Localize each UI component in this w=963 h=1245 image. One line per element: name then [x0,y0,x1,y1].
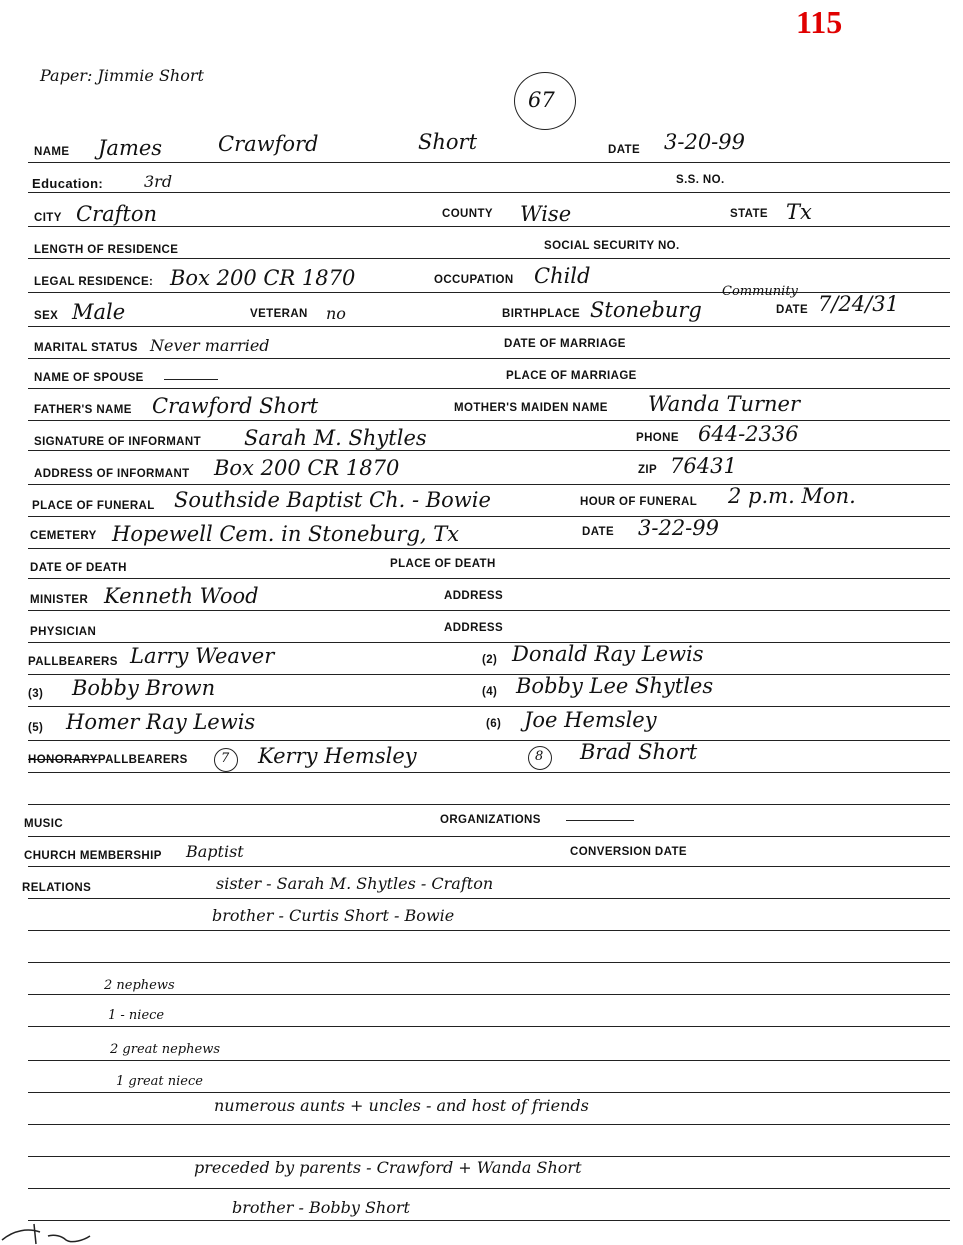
spouse-dash [164,379,218,380]
honorary-prefix: HONORARY [28,754,98,766]
relation-line-9: brother - Bobby Short [232,1198,410,1217]
relation-line-7: numerous aunts + uncles - and host of friends [214,1096,589,1115]
funeral-hour-label: HOUR OF FUNERAL [580,496,698,508]
father-value: Crawford Short [152,394,319,418]
rule-relations-5 [28,1026,950,1027]
marital-status-label: MARITAL STATUS [34,342,138,354]
rule-name [28,162,950,163]
rule-relations-2 [28,930,950,931]
pallbearer-3-number: (3) [28,688,44,700]
relation-line-5: 2 great nephews [110,1042,220,1057]
funeral-place-label: PLACE OF FUNERAL [32,500,155,512]
rule-minister [28,610,950,611]
rule-relations-1 [28,898,950,899]
education-value: 3rd [144,172,173,191]
rule-physician [28,642,950,643]
pallbearer-6: Joe Hemsley [524,708,657,732]
date-of-death-label: DATE OF DEATH [30,562,127,574]
pallbearer-5: Homer Ray Lewis [66,710,256,734]
honorary-7-number: 7 [221,751,230,766]
rule-education [28,192,950,193]
birth-date-value: 7/24/31 [818,292,899,316]
rule-relations-4 [28,994,950,995]
pallbearers-label: PALLBEARERS [28,656,118,668]
birthplace-label: BIRTHPLACE [502,308,581,320]
date-label: DATE [608,144,641,156]
rule-pallbearers-2 [28,706,950,707]
city-value: Crafton [76,202,158,226]
signature-value: Sarah M. Shytles [244,426,427,450]
name-middle: Crawford [218,132,319,156]
zip-value: 76431 [670,454,737,478]
rule-signature [28,450,950,451]
cemetery-value: Hopewell Cem. in Stoneburg, Tx [112,522,460,546]
conversion-date-label: CONVERSION DATE [570,846,687,858]
rule-relations-8 [28,1124,950,1125]
length-of-residence-label: LENGTH OF RESIDENCE [34,244,179,256]
honorary-pallbearer-7: Kerry Hemsley [258,744,417,768]
rule-city [28,226,950,227]
address-informant-value: Box 200 CR 1870 [214,456,400,480]
rule-blank-1 [28,804,950,805]
county-label: COUNTY [442,208,493,220]
place-of-marriage-label: PLACE OF MARRIAGE [506,370,637,382]
veteran-label: VETERAN [250,308,308,320]
church-membership-value: Baptist [186,842,244,861]
name-last: Short [418,130,478,154]
state-value: Tx [786,200,812,224]
honorary-8-number: 8 [535,749,544,764]
rule-marital [28,358,950,359]
rule-relations-6 [28,1060,950,1061]
sex-label: SEX [34,310,59,322]
place-of-death-label: PLACE OF DEATH [390,558,496,570]
page-number: 115 [796,4,843,40]
rule-music [28,836,950,837]
pallbearer-6-number: (6) [486,718,502,730]
spouse-label: NAME OF SPOUSE [34,372,144,384]
rule-cemetery [28,548,950,549]
corner-scribble [0,1210,110,1245]
cemetery-date-value: 3-22-99 [638,516,719,540]
phone-label: PHONE [636,432,679,444]
record-number: 67 [528,88,555,112]
signature-label: SIGNATURE OF INFORMANT [34,436,202,448]
address-informant-label: ADDRESS OF INFORMANT [34,468,190,480]
father-label: FATHER'S NAME [34,404,132,416]
occupation-label: OCCUPATION [434,274,514,286]
city-label: CITY [34,212,62,224]
legal-residence-value: Box 200 CR 1870 [170,266,356,290]
pallbearer-2: Donald Ray Lewis [512,642,704,666]
rule-father [28,420,950,421]
education-label: Education: [32,176,104,191]
honorary-pallbearer-8: Brad Short [580,740,698,764]
pallbearer-5-number: (5) [28,722,44,734]
honorary-pallbearers-label [28,754,188,766]
rule-length [28,258,950,259]
relation-line-3: 2 nephews [104,978,175,993]
rule-funeral [28,516,950,517]
state-label: STATE [730,208,768,220]
name-label: NAME [34,146,70,158]
legal-residence-label: LEGAL RESIDENCE: [34,276,154,288]
zip-label: ZIP [638,464,658,476]
rule-relations-11 [28,1220,950,1221]
organizations-label: ORGANIZATIONS [440,814,541,826]
cemetery-date-label: DATE [582,526,615,538]
organizations-dash [566,820,634,821]
date-value: 3-20-99 [664,130,745,154]
rule-sex [28,326,950,327]
funeral-place-value: Southside Baptist Ch. - Bowie [174,488,491,512]
birthplace-value: Stoneburg [590,298,702,322]
ss-label: S.S. NO. [676,174,725,186]
cemetery-label: CEMETERY [30,530,97,542]
physician-address-label: ADDRESS [444,622,504,634]
minister-value: Kenneth Wood [104,584,259,608]
minister-label: MINISTER [30,594,89,606]
relation-line-4: 1 - niece [108,1008,165,1023]
rule-church [28,866,950,867]
rule-relations-9 [28,1156,950,1157]
birthplace-extra: Community [722,284,798,299]
rule-spouse [28,388,950,389]
relation-line-2: brother - Curtis Short - Bowie [212,906,455,925]
social-security-label: SOCIAL SECURITY NO. [544,240,680,252]
relation-line-1: sister - Sarah M. Shytles - Crafton [216,874,494,893]
relations-label: RELATIONS [22,882,92,894]
funeral-hour-value: 2 p.m. Mon. [728,484,856,508]
honorary-suffix: PALLBEARERS [97,754,188,766]
rule-honorary [28,772,950,773]
pallbearer-3: Bobby Brown [72,676,216,700]
pallbearer-1: Larry Weaver [130,644,275,668]
phone-value: 644-2336 [698,422,799,446]
name-first: James [98,136,163,160]
rule-pallbearers-3 [28,740,950,741]
physician-label: PHYSICIAN [30,626,97,638]
rule-relations-3 [28,962,950,963]
mother-value: Wanda Turner [648,392,801,416]
church-membership-label: CHURCH MEMBERSHIP [24,850,162,862]
rule-pallbearers-1 [28,674,950,675]
music-label: MUSIC [24,818,64,830]
pallbearer-4-number: (4) [482,686,498,698]
paper-note: Paper: Jimmie Short [40,66,204,85]
occupation-value: Child [534,264,591,288]
marital-status-value: Never married [150,336,270,355]
veteran-value: no [326,304,346,323]
rule-legal [28,292,950,293]
relation-line-6: 1 great niece [116,1074,203,1089]
mother-label: MOTHER'S MAIDEN NAME [454,402,608,414]
pallbearer-2-number: (2) [482,654,498,666]
rule-death [28,578,950,579]
county-value: Wise [520,202,572,226]
birth-date-label: DATE [776,304,809,316]
rule-relations-10 [28,1188,950,1189]
relation-line-8: preceded by parents - Crawford + Wanda Short [194,1158,582,1177]
date-of-marriage-label: DATE OF MARRIAGE [504,338,626,350]
minister-address-label: ADDRESS [444,590,504,602]
sex-value: Male [72,300,126,324]
rule-relations-7 [28,1092,950,1093]
pallbearer-4: Bobby Lee Shytles [516,674,714,698]
